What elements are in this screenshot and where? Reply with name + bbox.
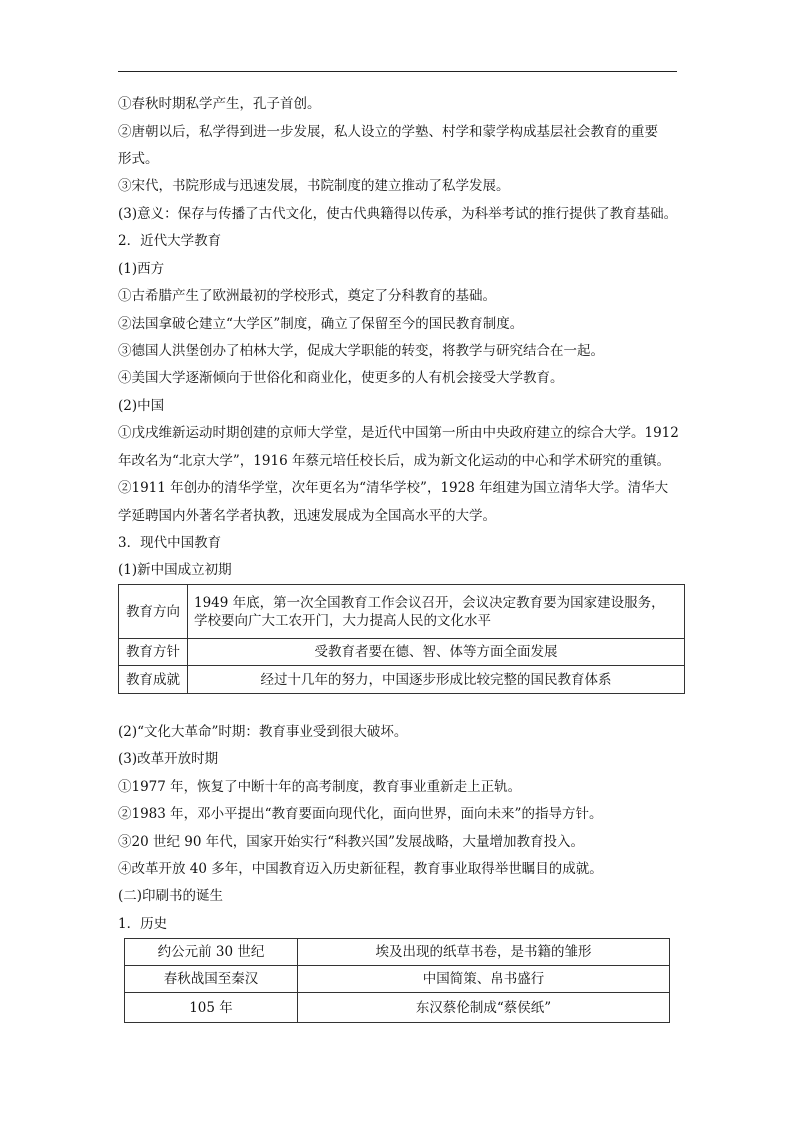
table-row bbox=[119, 666, 685, 694]
table-row bbox=[125, 993, 670, 1023]
subsection-heading: (1)新中国成立初期 bbox=[118, 562, 232, 578]
subsection-heading: (1)西方 bbox=[118, 261, 165, 277]
paragraph-line: 学延聘国内外著名学者执教，迅速发展成为全国高水平的大学。 bbox=[118, 508, 496, 524]
paragraph-line: ②唐朝以后，私学得到进一步发展，私人设立的学塾、村学和蒙学构成基层社会教育的重要 bbox=[118, 124, 658, 140]
table-row bbox=[119, 639, 685, 666]
paragraph-line: ④改革开放 40 多年，中国教育迈入历史新征程，教育事业取得举世瞩目的成就。 bbox=[118, 861, 603, 877]
paragraph-line: 年改名为“北京大学”，1916 年蔡元培任校长后，成为新文化运动的中心和学术研究的重镇。 bbox=[118, 453, 670, 469]
table-key-cell: 春秋战国至秦汉 bbox=[125, 966, 298, 993]
education-table bbox=[118, 584, 685, 694]
table-value-cell: 埃及出现的纸草书卷，是书籍的雏形 bbox=[298, 939, 670, 966]
paragraph-line: ①春秋时期私学产生，孔子首创。 bbox=[118, 96, 321, 112]
table-row bbox=[119, 585, 685, 639]
subsection-heading: (3)改革开放时期 bbox=[118, 751, 219, 767]
table-key-cell: 教育方向 bbox=[119, 585, 188, 639]
table-key-cell: 约公元前 30 世纪 bbox=[125, 939, 298, 966]
header-rule bbox=[118, 71, 677, 72]
table-value-cell: 受教育者要在德、智、体等方面全面发展 bbox=[188, 639, 685, 666]
table-row bbox=[125, 939, 670, 966]
cell-line: 1949 年底，第一次全国教育工作会议召开，会议决定教育要为国家建设服务， bbox=[194, 594, 665, 611]
paragraph-line: (2)“文化大革命”时期：教育事业受到很大破坏。 bbox=[118, 724, 408, 740]
paragraph-line: ②法国拿破仑建立“大学区”制度，确立了保留至今的国民教育制度。 bbox=[118, 316, 524, 332]
section-heading: 2．近代大学教育 bbox=[118, 233, 222, 249]
paragraph-line: ④美国大学逐渐倾向于世俗化和商业化，使更多的人有机会接受大学教育。 bbox=[118, 370, 564, 386]
subsection-heading: (2)中国 bbox=[118, 398, 165, 414]
paragraph-line: (3)意义：保存与传播了古代文化，使古代典籍得以传承，为科举考试的推行提供了教育基础。 bbox=[118, 206, 678, 222]
table-row bbox=[125, 966, 670, 993]
paragraph-line: ③宋代，书院形成与迅速发展，书院制度的建立推动了私学发展。 bbox=[118, 178, 510, 194]
table-value-cell: 中国简策、帛书盛行 bbox=[298, 966, 670, 993]
section-heading: (二)印刷书的诞生 bbox=[118, 888, 224, 904]
table-value-cell: 经过十几年的努力，中国逐步形成比较完整的国民教育体系 bbox=[188, 666, 685, 694]
table-value-cell bbox=[188, 585, 685, 639]
section-heading: 3．现代中国教育 bbox=[118, 535, 222, 551]
paragraph-line: 形式。 bbox=[118, 151, 159, 167]
cell-line: 学校要向广大工农开门，大力提高人民的文化水平 bbox=[194, 612, 491, 629]
paragraph-line: ③德国人洪堡创办了柏林大学，促成大学职能的转变，将教学与研究结合在一起。 bbox=[118, 343, 604, 359]
table-key-cell: 教育成就 bbox=[119, 666, 188, 694]
section-heading: 1．历史 bbox=[118, 916, 168, 932]
paragraph-line: ③20 世纪 90 年代，国家开始实行“科教兴国”发展战略，大量增加教育投入。 bbox=[118, 834, 585, 850]
book-history-table bbox=[124, 938, 670, 1023]
paragraph-line: ②1911 年创办的清华学堂，次年更名为“清华学校”，1928 年组建为国立清华大学。清华大 bbox=[118, 480, 669, 496]
table-key-cell: 教育方针 bbox=[119, 639, 188, 666]
paragraph-line: ①1977 年，恢复了中断十年的高考制度，教育事业重新走上正轨。 bbox=[118, 779, 522, 795]
paragraph-line: ②1983 年，邓小平提出“教育要面向现代化，面向世界，面向未来”的指导方针。 bbox=[118, 806, 603, 822]
table-key-cell: 105 年 bbox=[125, 993, 298, 1023]
table-value-cell: 东汉蔡伦制成“蔡侯纸” bbox=[298, 993, 670, 1023]
paragraph-line: ①古希腊产生了欧洲最初的学校形式，奠定了分科教育的基础。 bbox=[118, 288, 496, 304]
paragraph-line: ①戊戌维新运动时期创建的京师大学堂，是近代中国第一所由中央政府建立的综合大学。1912 bbox=[118, 425, 679, 441]
